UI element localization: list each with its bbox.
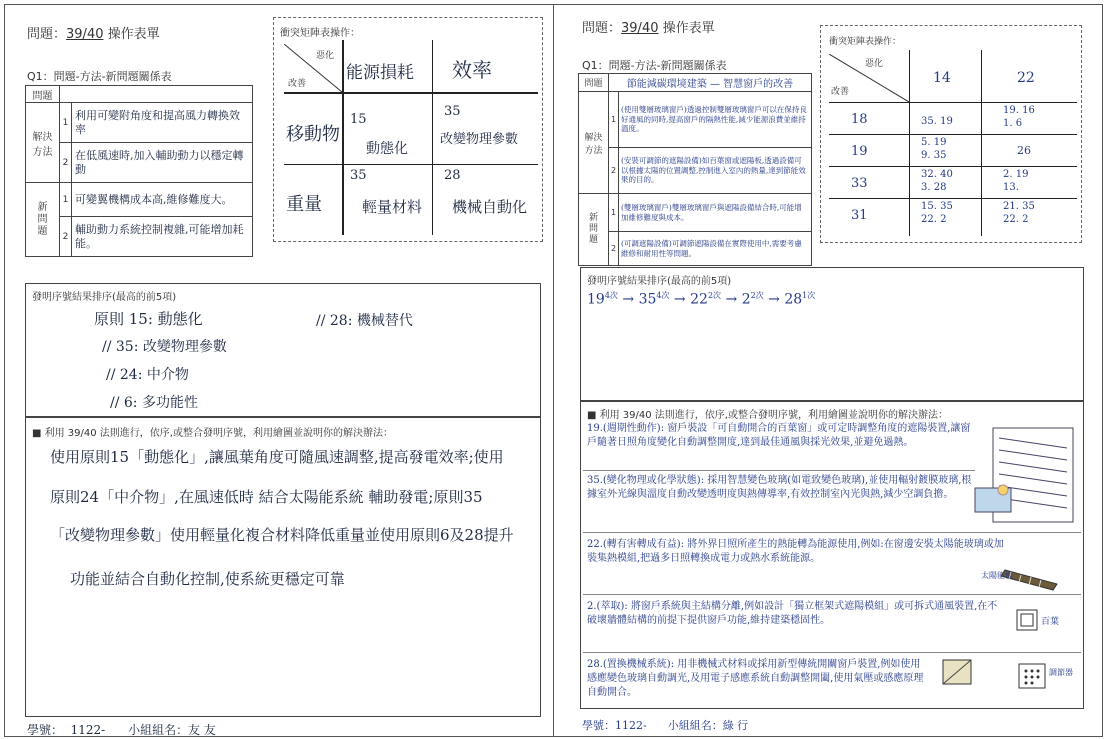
right-method-2: (安裝可調節的遮陽設備)如百葉窗或遮陽板,透過設備可以根據太陽的位置調整,控制進入室內的熱量,達到節能效果的目的。	[619, 148, 812, 194]
label-method: 解決 方法	[26, 103, 60, 183]
label-new-problem: 新 問 題	[26, 183, 60, 257]
solution-block-35: 35.(變化物理或化學狀態): 採用智慧變色玻璃(如電致變色玻璃),並使用輻射鍍膜玻璃,根據室外光線與溫度自動改變透明度與熱傳導率,有效控制室內光與熱,減少空調負擔。	[587, 475, 972, 500]
solution-line-3: 「改變物理參數」使用輕量化複合材料降低重量並使用原則6及28提升	[50, 526, 514, 544]
solution-block-22: 22.(轉有害轉成有益): 將外界日照所產生的熱能轉為能源使用,例如:在窗邊安裝太陽能玻璃或加裝集熱模組,把過多日照轉換成電力或熱水系統能源。	[587, 539, 1004, 564]
method-1: 利用可變附角度和提高風力轉換效率	[72, 103, 253, 143]
right-matrix-col-1: 14	[933, 70, 951, 86]
rank-3: // 35: 改變物理參數	[102, 339, 227, 355]
right-solution-box: ■ 利用 39/40 法則進行，依序,或整合發明序號，利用繪圖並說明你的解決辦法： 19.(週期性動作): 窗戶裝設「可自動開合的百葉窗」或可定時調整角度的遮陽裝置,讓窗戶隨著日照角度變化自動調整開度,達到最佳通風與採光效果,並避免過熱。 35.(變化物理或化學狀態): 採用智慧變色玻璃(如電致變色玻璃),並使用輻射鍍膜玻璃,根據室外光線與溫度自動改變透明度與熱傳導率,有效控制室內光與熱,減少空調負擔。 22.(轉有害轉成有益): 將外界日照所產生的熱能轉為能源使用,例如:在窗邊安裝太陽能玻璃或加裝集熱模組,把過多日照轉換成電力或熱水系統能源。 2.(萃取): 將窗戶系統與主結構分離,例如設計「獨立框架式遮陽模組」或可拆式通風裝置,在不破壞牆體結構的前提下提供窗戶功能,維持建築穩固性。 28.(置換機械系統): 用非機械式材料或採用新型傳統開關窗戶裝置,例如使用感應變色玻璃自動調光,及用電子感應系統自動調整開闔,使用氣壓或感應原理自動開合。 太陽能板 百葉 調節器	[580, 401, 1084, 709]
right-new-problem-1: (雙層玻璃窗戶)雙層玻璃窗戶與遮陽設備結合時,可能增加維修難度與成本。	[619, 194, 812, 232]
rank-4: // 24: 中介物	[106, 367, 189, 383]
left-header: 問題：39/40 操作表單	[27, 27, 160, 42]
right-problem-text: 節能減碳環境建築 — 智慧窗戶的改善	[609, 74, 812, 92]
new-problem-1: 可變翼機構成本高,維修難度大。	[72, 183, 253, 217]
right-conflict-matrix: 衝突矩陣表操作： 惡化 改善 14 22 18 35. 19 19. 16 1. 6 19 5. 19 9. 35 26 33 32. 40 3. 28 2. 19 13. 31 15. 35 22. 2 21. 35 22. 2	[820, 25, 1082, 243]
sun-window-sketch	[973, 482, 1015, 516]
solution-block-19: 19.(週期性動作): 窗戶裝設「可自動開合的百葉窗」或可定時調整角度的遮陽裝置,讓窗戶隨著日照角度變化自動調整開度,達到最佳通風與採光效果,並避免過熱。	[587, 423, 971, 448]
matrix-col-2: 效率	[452, 58, 492, 82]
matrix-col-1: 能源損耗	[346, 63, 414, 83]
left-conflict-matrix: 衝突矩陣表操作： 惡化 改善 能源損耗 效率 移動物 重量 15 動態化 35 改變物理參數 35 輕量材料 28 機械自動化	[273, 17, 543, 242]
label-controller: 調節器	[1049, 668, 1073, 677]
new-problem-2: 輔助動力系統控制複雜,可能增加耗能。	[72, 217, 253, 257]
label-solar-panel: 太陽能板	[981, 571, 1013, 580]
control-panel-sketch	[1017, 662, 1047, 690]
right-method-1: (使用雙層玻璃窗戶)透過控制雙層玻璃窗戶可以在保持良好通風的同時,提高窗戶的隔熱性能,減少能源浪費並維持溫度。	[619, 92, 812, 148]
left-worksheet	[4, 4, 554, 737]
right-header: 問題：39/40 操作表單	[582, 21, 715, 36]
solution-line-1: 使用原則15「動態化」,讓風葉角度可隨風速調整,提高發電效率;使用	[50, 448, 504, 466]
right-new-problem-2: (可調遮陽設備)可調節遮陽設備在實際使用中,需要考慮維修和耐用性等問題。	[619, 232, 812, 266]
right-worksheet	[553, 4, 1103, 737]
label-problem: 問題	[26, 86, 60, 103]
right-ranking-sequence: $19^{4次} \to 35^{4次} \to 22^{2次} \to 2^{2次} \to 28^{1次}$	[587, 291, 816, 308]
left-q1-label: Q1：問題-方法-新問題關係表	[27, 70, 172, 83]
method-2: 在低風速時,加入輔助動力以穩定轉動	[72, 143, 253, 183]
solution-line-4: 功能並結合自動化控制,使系統更穩定可靠	[70, 570, 345, 588]
matrix-row-2: 重量	[286, 194, 322, 215]
rank-1: 原則 15: 動態化	[94, 310, 203, 328]
rank-2: // 28: 機械替代	[316, 313, 413, 329]
left-footer: 學號： 1122- 小組組名：友 友	[27, 723, 216, 737]
left-solution-box: ■ 利用 39/40 法則進行，依序,或整合發明序號，利用繪圖並說明你的解決辦法： 使用原則15「動態化」,讓風葉角度可隨風速調整,提高發電效率;使用 原則24「中介物」,在風速低時 結合太陽能系統 輔助發電;原則35 「改變物理參數」使用輕量化複合材料降低重量並使用原則6及28提升 功能並結合自動化控制,使系統更穩定可靠	[25, 417, 541, 717]
rank-5: // 6: 多功能性	[110, 395, 198, 411]
window-module-sketch	[1015, 608, 1039, 632]
glass-sketch	[937, 658, 977, 688]
right-ranking-box: 發明序號結果排序(最高的前5項) $19^{4次} \to 35^{4次} \to 22^{2次} \to 2^{2次} \to 28^{1次}$	[580, 267, 1084, 401]
label-louver: 百葉	[1041, 617, 1060, 627]
right-footer: 學號：1122- 小組組名：綠 行	[582, 719, 749, 732]
solution-block-2: 2.(萃取): 將窗戶系統與主結構分離,例如設計「獨立框架式遮陽模組」或可拆式通風裝置,在不破壞牆體結構的前提下提供窗戶功能,維持建築穩固性。	[587, 601, 998, 626]
solution-block-28: 28.(置換機械系統): 用非機械式材料或採用新型傳統開關窗戶裝置,例如使用感應變色玻璃自動調光,及用電子感應系統自動調整開闔,使用氣壓或感應原理自動開合。	[587, 659, 924, 698]
right-matrix-col-2: 22	[1017, 70, 1035, 86]
left-relation-table: 問題 解決 方法 1 利用可變附角度和提高風力轉換效率 2 在低風速時,加入輔助動力以穩定轉動 新 問 題 1 可變翼機構成本高,維修難度大。 2 輔助動力系統控制複雜,可能增加耗能。	[25, 85, 253, 257]
matrix-row-1: 移動物	[286, 124, 340, 145]
right-relation-table: 問題 節能減碳環境建築 — 智慧窗戶的改善 解決 方法 1 (使用雙層玻璃窗戶)透過控制雙層玻璃窗戶可以在保持良好通風的同時,提高窗戶的隔熱性能,減少能源浪費並維持溫度。 2 (安裝可調節的遮陽設備)如百葉窗或遮陽板,透過設備可以根據太陽的位置調整,控制進入室內的熱量,達到節能效果的目的。 新 問 題 1 (雙層玻璃窗戶)雙層玻璃窗戶與遮陽設備結合時,可能增加維修難度與成本。 2 (可調遮陽設備)可調節遮陽設備在實際使用中,需要考慮維修和耐用性等問題。	[578, 73, 812, 266]
left-ranking-box: 發明序號結果排序(最高的前5項) 原則 15: 動態化 // 28: 機械替代 // 35: 改變物理參數 // 24: 中介物 // 6: 多功能性	[25, 283, 541, 417]
solution-line-2: 原則24「中介物」,在風速低時 結合太陽能系統 輔助發電;原則35	[50, 488, 483, 506]
right-q1-label: Q1：問題-方法-新問題關係表	[582, 59, 727, 72]
